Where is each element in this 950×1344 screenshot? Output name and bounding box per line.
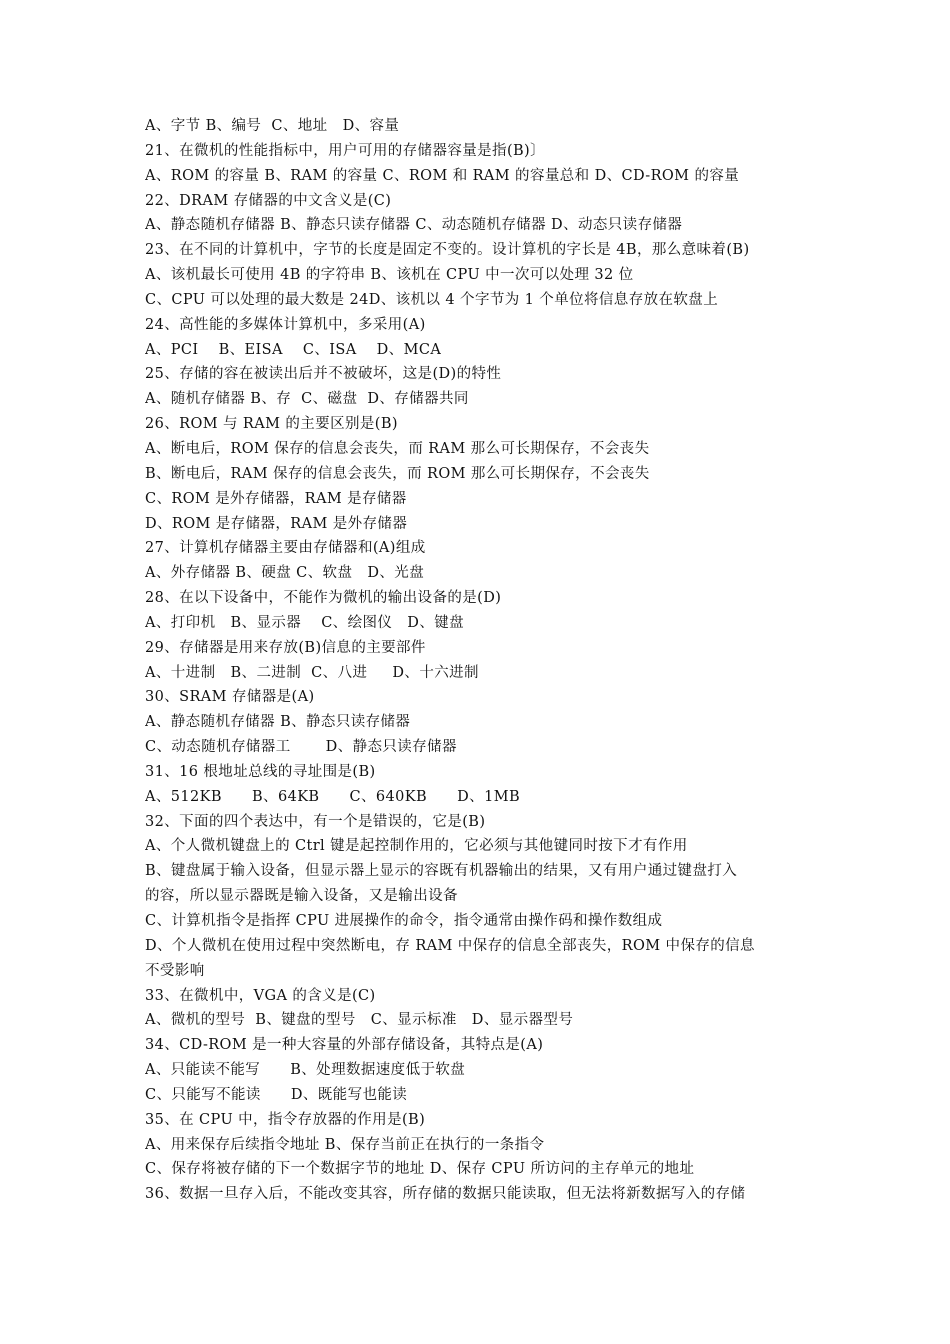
text-line: A、微机的型号 B、键盘的型号 C、显示标准 D、显示器型号 [145, 1012, 574, 1029]
text-line: C、CPU 可以处理的最大数是 24D、该机以 4 个字节为 1 个单位将信息存放在软盘上 [145, 291, 719, 308]
text-line: A、静态随机存储器 B、静态只读存储器 C、动态随机存储器 D、动态只读存储器 [145, 217, 683, 234]
text-line: 的容，所以显示器既是输入设备，又是输出设备 [145, 888, 458, 905]
text-line: 36、数据一旦存入后，不能改变其容，所存储的数据只能读取，但无法将新数据写入的存储 [145, 1186, 746, 1203]
text-line: 28、在以下设备中，不能作为微机的输出设备的是(D) [145, 590, 502, 607]
text-line: A、外存储器 B、硬盘 C、软盘 D、光盘 [145, 565, 425, 582]
text-line: A、只能读不能写 B、处理数据速度低于软盘 [145, 1062, 466, 1079]
text-line: A、打印机 B、显示器 C、绘图仪 D、键盘 [145, 614, 465, 631]
text-line: B、键盘属于输入设备，但显示器上显示的容既有机器输出的结果，又有用户通过键盘打入 [145, 863, 738, 880]
text-line: 25、存储的容在被读出后并不被破坏，这是(D)的特性 [145, 366, 502, 383]
text-line: A、ROM 的容量 B、RAM 的容量 C、ROM 和 RAM 的容量总和 D、CD-ROM 的容量 [145, 167, 740, 184]
text-line: 22、DRAM 存储器的中文含义是(C) [145, 192, 392, 209]
text-line: D、个人微机在使用过程中突然断电，存 RAM 中保存的信息全部丧失，ROM 中保存的信息 [145, 937, 755, 954]
text-line: 23、在不同的计算机中，字节的长度是固定不变的。设计算机的字长是 4B，那么意味着(B) [145, 242, 750, 259]
text-line: A、该机最长可使用 4B 的字符串 B、该机在 CPU 中一次可以处理 32 位 [145, 267, 634, 284]
text-line: 21、在微机的性能指标中，用户可用的存储器容量是指(B)〕 [145, 142, 546, 159]
text-line: 34、CD-ROM 是一种大容量的外部存储设备，其特点是(A) [145, 1037, 544, 1054]
text-line: A、512KB B、64KB C、640KB D、1MB [145, 788, 521, 805]
text-line: 32、下面的四个表达中，有一个是错误的，它是(B) [145, 813, 486, 830]
text-line: 29、存储器是用来存放(B)信息的主要部件 [145, 639, 426, 656]
text-line: A、十进制 B、二进制 C、八进 D、十六进制 [145, 664, 479, 681]
text-line: A、静态随机存储器 B、静态只读存储器 [145, 714, 411, 731]
text-line: 不受影响 [145, 962, 205, 979]
text-line: A、PCI B、EISA C、ISA D、MCA [145, 341, 442, 358]
text-line: B、断电后，RAM 保存的信息会丧失，而 ROM 那么可长期保存，不会丧失 [145, 465, 650, 482]
text-line: 24、高性能的多媒体计算机中，多采用(A) [145, 316, 426, 333]
question-text-block [145, 114, 815, 1207]
text-line: C、计算机指令是指挥 CPU 进展操作的命令，指令通常由操作码和操作数组成 [145, 913, 663, 929]
text-line: D、ROM 是存储器，RAM 是外存储器 [145, 515, 408, 532]
text-line: A、字节 B、编号 C、地址 D、容量 [145, 118, 400, 134]
text-line: A、随机存储器 B、存 C、磁盘 D、存储器共同 [145, 391, 469, 408]
text-line: A、断电后，ROM 保存的信息会丧失，而 RAM 那么可长期保存，不会丧失 [145, 440, 650, 457]
text-line: 26、ROM 与 RAM 的主要区别是(B) [145, 416, 398, 433]
text-line: C、动态随机存储器工 D、静态只读存储器 [145, 739, 457, 756]
text-line: 27、计算机存储器主要由存储器和(A)组成 [145, 540, 426, 557]
text-line: C、ROM 是外存储器，RAM 是存储器 [145, 490, 407, 507]
text-line: 35、在 CPU 中，指令存放器的作用是(B) [145, 1111, 426, 1128]
text-line: C、保存将被存储的下一个数据字节的地址 D、保存 CPU 所访问的主存单元的地址 [145, 1161, 695, 1178]
text-line: A、用来保存后续指令地址 B、保存当前正在执行的一条指令 [145, 1136, 545, 1153]
text-line: 31、16 根地址总线的寻址围是(B) [145, 763, 376, 780]
text-line: 30、SRAM 存储器是(A) [145, 689, 315, 706]
text-line: A、个人微机键盘上的 Ctrl 键是起控制作用的，它必须与其他键同时按下才有作用 [145, 838, 688, 855]
text-line: 33、在微机中，VGA 的含义是(C) [145, 987, 376, 1004]
text-line: C、只能写不能读 D、既能写也能读 [145, 1086, 408, 1103]
